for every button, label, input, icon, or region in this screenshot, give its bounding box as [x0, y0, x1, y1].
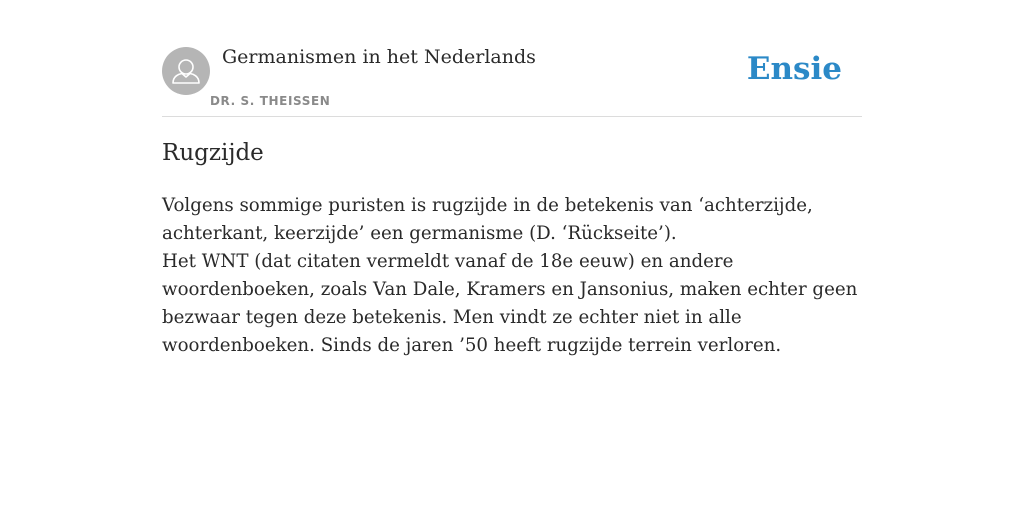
author-avatar[interactable] [162, 47, 210, 95]
header [162, 46, 862, 117]
entry-title: Rugzijde [162, 140, 264, 166]
user-icon [162, 47, 210, 95]
author-name[interactable]: DR. S. THEISSEN [210, 94, 331, 108]
book-title[interactable]: Germanismen in het Nederlands [222, 46, 536, 68]
entry-body [162, 192, 862, 360]
site-logo[interactable]: Ensie [746, 51, 842, 87]
entry-paragraph: Volgens sommige puristen is rugzijde in de betekenis van ‘achterzijde, achterkant, keerzijde’ een germanisme (D. ‘Rückseite’). [162, 195, 813, 244]
entry-paragraph: Het WNT (dat citaten vermeldt vanaf de 18e eeuw) en andere woordenboeken, zoals Van Dale, Kramers en Jansonius, maken echter geen bezwaar tegen deze betekenis. Men vindt ze echter niet in alle woordenboeken. Sinds de jaren ’50 heeft rugzijde terrein verloren. [162, 251, 858, 356]
